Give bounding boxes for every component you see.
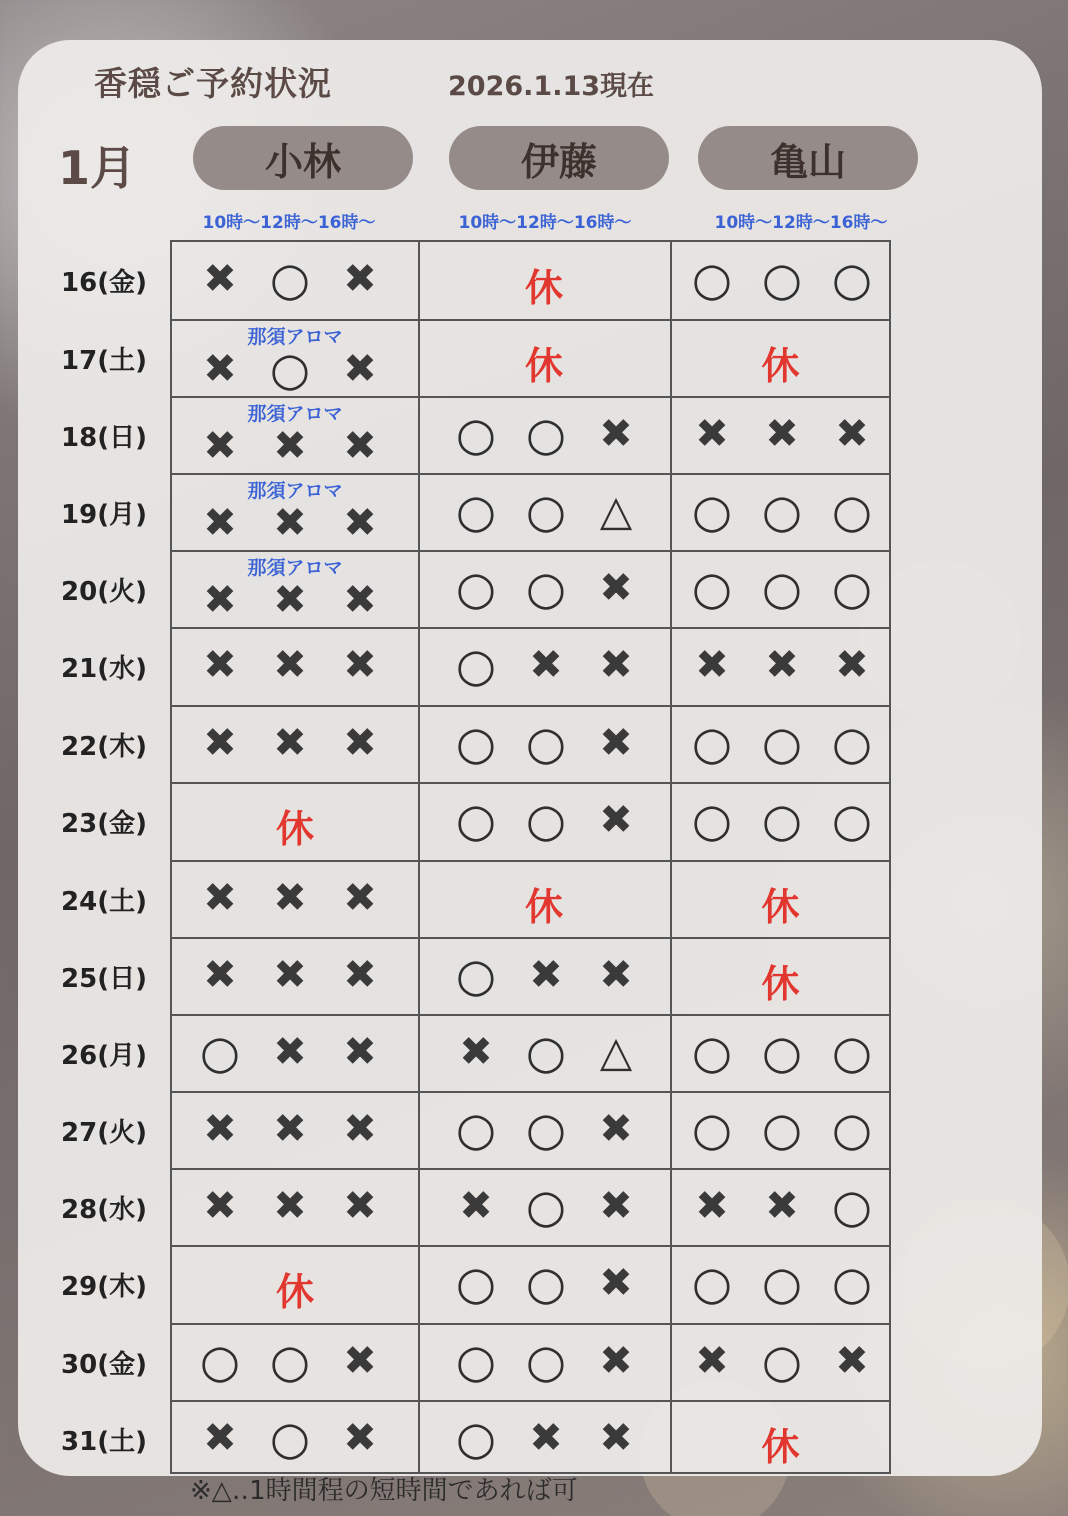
- slot-mark-full: ✖: [273, 499, 307, 546]
- time-slots-label: 10時〜12時〜16時〜: [458, 213, 632, 233]
- slot-mark-full: ✖: [835, 642, 869, 688]
- slot-mark-full: ✖: [203, 1414, 237, 1461]
- slot-mark-full: ✖: [203, 422, 237, 469]
- cell-ito: [418, 783, 670, 861]
- slot-mark-available: ○: [761, 1333, 803, 1388]
- slot-mark-available: ○: [761, 1256, 803, 1310]
- slot-mark-available: ○: [525, 560, 567, 615]
- slot-mark-available: ○: [269, 252, 311, 306]
- day-off-mark: 休: [275, 807, 314, 851]
- slot-mark-available: ○: [455, 947, 497, 1002]
- slot-mark-available: ○: [831, 483, 873, 538]
- staff-header-kobayashi: 小林: [193, 126, 413, 190]
- event-note: 那須アロマ: [247, 480, 343, 502]
- cell-ito: [418, 242, 670, 320]
- slot-mark-full: ✖: [203, 1182, 237, 1229]
- slot-mark-available: ○: [525, 1178, 567, 1233]
- slot-mark-full: ✖: [273, 951, 307, 998]
- cell-kobayashi: [172, 628, 418, 706]
- cell-kameyama: [670, 1092, 891, 1169]
- staff-header-kameyama: 亀山: [698, 126, 918, 190]
- slot-mark-full: ✖: [203, 642, 237, 688]
- cell-ito: [418, 551, 670, 628]
- cell-kameyama: [670, 1015, 891, 1092]
- cell-kobayashi: [172, 1401, 418, 1478]
- date-label: 24(土): [61, 886, 147, 917]
- cell-ito: [418, 320, 670, 397]
- slot-mark-full: ✖: [203, 576, 237, 623]
- slot-mark-full: ✖: [695, 1182, 729, 1229]
- date-label: 30(金): [61, 1349, 147, 1380]
- slot-mark-full: ✖: [343, 951, 377, 998]
- cell-kobayashi: [172, 1246, 418, 1324]
- slot-mark-available: ○: [199, 1333, 241, 1388]
- slot-mark-full: ✖: [203, 345, 237, 392]
- slot-mark-full: ✖: [343, 1028, 377, 1075]
- month-label: 1月: [58, 141, 137, 195]
- cell-kameyama: [670, 1246, 891, 1324]
- slot-mark-full: ✖: [599, 1105, 633, 1152]
- slot-mark-full: ✖: [203, 951, 237, 998]
- slot-mark-available: ○: [691, 1256, 733, 1310]
- slot-mark-full: ✖: [343, 1414, 377, 1461]
- date-label: 29(木): [61, 1272, 147, 1302]
- slot-mark-available: ○: [455, 1256, 497, 1310]
- slot-mark-available: ○: [455, 483, 497, 538]
- date-label: 18(日): [61, 422, 147, 453]
- cell-ito: [418, 1015, 670, 1092]
- date-label: 28(水): [61, 1194, 147, 1225]
- slot-mark-full: ✖: [695, 410, 729, 457]
- slot-mark-full: ✖: [343, 719, 377, 766]
- time-slots-label: 10時〜12時〜16時〜: [202, 213, 376, 233]
- event-note: 那須アロマ: [247, 403, 343, 425]
- as-of-date: 2026.1.13現在: [448, 71, 655, 102]
- slot-mark-full: ✖: [273, 1028, 307, 1075]
- slot-mark-available: ○: [831, 1024, 873, 1079]
- slot-mark-full: ✖: [459, 1182, 493, 1229]
- cell-ito: [418, 1169, 670, 1246]
- slot-mark-full: ✖: [343, 576, 377, 623]
- date-label: 20(火): [61, 576, 147, 607]
- slot-mark-full: ✖: [529, 642, 563, 688]
- slot-mark-full: ✖: [695, 642, 729, 688]
- cell-ito: [418, 1092, 670, 1169]
- slot-mark-available: ○: [455, 560, 497, 615]
- cell-kameyama: [670, 938, 891, 1015]
- day-off-mark: 休: [524, 266, 563, 310]
- slot-mark-full: ✖: [343, 1337, 377, 1384]
- cell-kobayashi: [172, 551, 418, 628]
- cell-kobayashi: [172, 1015, 418, 1092]
- date-label: 31(土): [61, 1426, 147, 1457]
- cell-kameyama: [670, 397, 891, 474]
- cell-ito: [418, 706, 670, 783]
- slot-mark-full: ✖: [835, 410, 869, 457]
- cell-kobayashi: [172, 320, 418, 397]
- cell-kameyama: [670, 1169, 891, 1246]
- slot-mark-available: ○: [761, 1024, 803, 1079]
- slot-mark-available: ○: [831, 715, 873, 770]
- slot-mark-full: ✖: [273, 422, 307, 469]
- slot-mark-full: ✖: [459, 1028, 493, 1075]
- slot-mark-full: ✖: [765, 642, 799, 688]
- event-note: 那須アロマ: [247, 557, 343, 579]
- cell-kobayashi: [172, 1324, 418, 1401]
- slot-mark-full: ✖: [273, 1105, 307, 1152]
- slot-mark-full: ✖: [273, 642, 307, 688]
- cell-kameyama: [670, 1324, 891, 1401]
- cell-kobayashi: [172, 861, 418, 938]
- schedule-table: [170, 240, 891, 1474]
- cell-kameyama: [670, 783, 891, 861]
- slot-mark-available: ○: [269, 341, 311, 396]
- slot-mark-full: ✖: [599, 951, 633, 998]
- date-label: 22(木): [61, 731, 147, 762]
- cell-ito: [418, 1246, 670, 1324]
- slot-mark-available: ○: [455, 406, 497, 461]
- slot-mark-full: ✖: [599, 564, 633, 611]
- staff-header-ito: 伊藤: [449, 126, 669, 190]
- slot-mark-full: ✖: [273, 874, 307, 921]
- cell-kameyama: [670, 242, 891, 320]
- slot-mark-full: ✖: [273, 719, 307, 766]
- slot-mark-full: ✖: [599, 410, 633, 457]
- slot-mark-full: ✖: [599, 797, 633, 843]
- cell-kobayashi: [172, 242, 418, 320]
- page-title: 香穏ご予約状況: [94, 64, 332, 103]
- slot-mark-available: ○: [455, 1333, 497, 1388]
- slot-mark-full: ✖: [343, 256, 377, 302]
- day-off-mark: 休: [761, 884, 800, 929]
- slot-mark-available: ○: [831, 793, 873, 847]
- slot-mark-full: ✖: [203, 256, 237, 302]
- slot-mark-full: ✖: [343, 1182, 377, 1229]
- slot-mark-available: ○: [525, 1256, 567, 1310]
- cell-ito: [418, 628, 670, 706]
- slot-mark-full: ✖: [343, 499, 377, 546]
- slot-mark-available: ○: [691, 793, 733, 847]
- date-label: 16(金): [61, 268, 147, 298]
- slot-mark-full: ✖: [599, 642, 633, 688]
- slot-mark-full: ✖: [599, 1260, 633, 1306]
- slot-mark-available: ○: [761, 1101, 803, 1156]
- slot-mark-full: ✖: [599, 719, 633, 766]
- slot-mark-available: ○: [455, 793, 497, 847]
- slot-mark-available: ○: [691, 1024, 733, 1079]
- slot-mark-available: ○: [455, 1101, 497, 1156]
- slot-mark-available: ○: [525, 483, 567, 538]
- date-label: 23(金): [61, 809, 147, 839]
- slot-mark-full: ✖: [343, 642, 377, 688]
- cell-ito: [418, 1324, 670, 1401]
- slot-mark-full: ✖: [599, 1414, 633, 1461]
- slot-mark-available: ○: [525, 1101, 567, 1156]
- footnote: ※△‥1時間程の短時間であれば可: [190, 1476, 578, 1506]
- slot-mark-available: ○: [831, 1256, 873, 1310]
- slot-mark-full: ✖: [203, 1105, 237, 1152]
- slot-mark-available: ○: [691, 1101, 733, 1156]
- slot-mark-full: ✖: [203, 719, 237, 766]
- date-label: 21(水): [61, 654, 147, 684]
- day-off-mark: 休: [761, 343, 800, 388]
- slot-mark-full: ✖: [343, 422, 377, 469]
- cell-kameyama: [670, 551, 891, 628]
- cell-kameyama: [670, 320, 891, 397]
- slot-mark-available: ○: [761, 793, 803, 847]
- slot-mark-full: ✖: [273, 1182, 307, 1229]
- slot-mark-available: ○: [525, 715, 567, 770]
- date-label: 25(日): [61, 963, 147, 994]
- slot-mark-available: ○: [691, 483, 733, 538]
- slot-mark-full: ✖: [765, 1182, 799, 1229]
- slot-mark-full: ✖: [273, 576, 307, 623]
- slot-mark-full: ✖: [343, 1105, 377, 1152]
- cell-ito: [418, 861, 670, 938]
- slot-mark-available: ○: [455, 638, 497, 692]
- cell-kameyama: [670, 628, 891, 706]
- day-off-mark: 休: [524, 884, 563, 929]
- slot-mark-partial: △: [599, 485, 633, 535]
- slot-mark-available: ○: [761, 483, 803, 538]
- slot-mark-full: ✖: [203, 499, 237, 546]
- cell-ito: [418, 938, 670, 1015]
- slot-mark-available: ○: [691, 252, 733, 306]
- cell-kobayashi: [172, 474, 418, 551]
- date-label: 27(火): [61, 1117, 147, 1148]
- slot-mark-full: ✖: [765, 410, 799, 457]
- slot-mark-partial: △: [599, 1026, 633, 1076]
- cell-kobayashi: [172, 706, 418, 783]
- slot-mark-full: ✖: [203, 874, 237, 921]
- cell-kameyama: [670, 861, 891, 938]
- slot-mark-available: ○: [831, 560, 873, 615]
- day-off-mark: 休: [761, 1424, 800, 1469]
- time-slots-label: 10時〜12時〜16時〜: [714, 213, 888, 233]
- day-off-mark: 休: [761, 961, 800, 1006]
- cell-kameyama: [670, 706, 891, 783]
- cell-ito: [418, 397, 670, 474]
- slot-mark-full: ✖: [343, 345, 377, 392]
- cell-kobayashi: [172, 1092, 418, 1169]
- cell-kobayashi: [172, 397, 418, 474]
- slot-mark-available: ○: [831, 1101, 873, 1156]
- day-off-mark: 休: [524, 343, 563, 388]
- date-label: 26(月): [61, 1040, 147, 1071]
- slot-mark-available: ○: [525, 793, 567, 847]
- slot-mark-available: ○: [761, 252, 803, 306]
- slot-mark-available: ○: [525, 1024, 567, 1079]
- slot-mark-available: ○: [269, 1333, 311, 1388]
- slot-mark-full: ✖: [529, 951, 563, 998]
- slot-mark-available: ○: [691, 560, 733, 615]
- slot-mark-available: ○: [199, 1024, 241, 1079]
- slot-mark-available: ○: [455, 1410, 497, 1465]
- slot-mark-full: ✖: [529, 1414, 563, 1461]
- cell-ito: [418, 1401, 670, 1478]
- date-label: 17(土): [61, 345, 147, 376]
- event-note: 那須アロマ: [247, 326, 343, 348]
- slot-mark-available: ○: [761, 715, 803, 770]
- slot-mark-available: ○: [455, 715, 497, 770]
- slot-mark-full: ✖: [599, 1182, 633, 1229]
- cell-kobayashi: [172, 938, 418, 1015]
- cell-kameyama: [670, 474, 891, 551]
- slot-mark-full: ✖: [599, 1337, 633, 1384]
- slot-mark-available: ○: [691, 715, 733, 770]
- slot-mark-available: ○: [269, 1410, 311, 1465]
- slot-mark-full: ✖: [343, 874, 377, 921]
- cell-ito: [418, 474, 670, 551]
- cell-kobayashi: [172, 783, 418, 861]
- cell-kobayashi: [172, 1169, 418, 1246]
- cell-kameyama: [670, 1401, 891, 1478]
- slot-mark-available: ○: [831, 1178, 873, 1233]
- day-off-mark: 休: [275, 1270, 314, 1314]
- date-label: 19(月): [61, 499, 147, 530]
- slot-mark-available: ○: [525, 406, 567, 461]
- slot-mark-full: ✖: [695, 1337, 729, 1384]
- slot-mark-available: ○: [525, 1333, 567, 1388]
- slot-mark-available: ○: [761, 560, 803, 615]
- slot-mark-available: ○: [831, 252, 873, 306]
- slot-mark-full: ✖: [835, 1337, 869, 1384]
